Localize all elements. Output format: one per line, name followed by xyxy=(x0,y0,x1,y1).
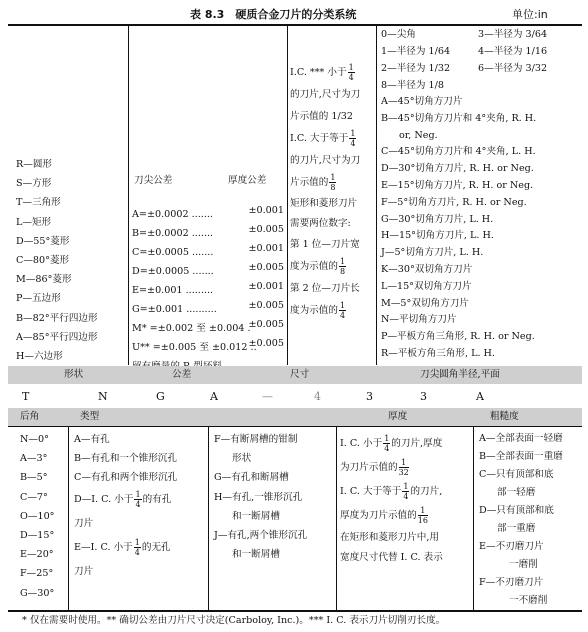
tol-thk: ±0.005 xyxy=(248,224,284,235)
fraction: $\frac{1}{4}$ xyxy=(403,482,409,501)
list-item: J—5°切角方刀片, L. H. xyxy=(381,247,484,259)
list-item: G—30° xyxy=(20,587,55,599)
list-item: B—全部表面一重磨 xyxy=(479,451,563,462)
tolerance-list xyxy=(132,202,284,373)
thickness-tolerance-header: 厚度公差 xyxy=(228,175,267,186)
tol-thk: ±0.005 xyxy=(248,300,284,311)
fraction: $\frac{1}{4}$ xyxy=(339,301,346,320)
divider xyxy=(473,426,474,610)
list-item: G—有孔和断屑槽 xyxy=(214,472,289,484)
size-text: I.C. 大于等于 xyxy=(290,133,349,144)
list-item: D—15° xyxy=(20,530,55,542)
fraction: $\frac{1}{32}$ xyxy=(398,458,409,477)
list-item: N—平切角方刀片 xyxy=(381,314,457,326)
code-letter: T xyxy=(22,390,30,403)
divider xyxy=(208,426,209,610)
list-item: B—82°平行四边形 xyxy=(16,312,98,324)
code-letter: 4 xyxy=(314,390,321,403)
tol-thk: ±0.001 xyxy=(248,205,284,216)
list-item: A—45°切角方刀片 xyxy=(381,96,463,107)
fraction: $\frac{1}{8}$ xyxy=(330,173,336,192)
tol-tip: C=±0.0005 ....... xyxy=(132,247,214,258)
code-letter: G xyxy=(156,390,165,403)
list-item: M—86°菱形 xyxy=(16,274,72,286)
type-list-a: A—有孔 B—有孔和一个锥形沉孔 C—有孔和两个锥形沉孔 D—I. C. 小于 $\frac{1}{4}$ 的有孔 刀片 E—I. C. 小于 $\frac{1}{4}$ 的无孔 刀片 xyxy=(74,430,177,584)
code-letter: A xyxy=(210,390,218,403)
band-header: 形状 xyxy=(64,369,84,380)
list-item: N—0° xyxy=(20,434,49,445)
fraction: $\frac{1}{4}$ xyxy=(348,63,354,82)
list-item: F—5°切角方刀片, R. H. or Neg. xyxy=(381,196,527,208)
list-item: 2—半径为 1/32 xyxy=(381,63,451,74)
list-item: F—有断屑槽的钳制 xyxy=(214,434,298,445)
list-item: 部一轻磨 xyxy=(497,487,536,498)
list-item: 和一断屑槽 xyxy=(232,549,280,561)
list-item: R—圆形 xyxy=(16,159,53,170)
tol-tip: M* =±0.002 至 ±0.004 . xyxy=(132,323,251,334)
list-item: E—15°切角方刀片, R. H. or Neg. xyxy=(381,179,534,191)
tol-tip: G=±0.001 .......... xyxy=(132,304,217,315)
list-item: 一不磨削 xyxy=(509,595,548,606)
code-letter: 3 xyxy=(420,390,427,403)
thickness-rules: I. C. 小于 $\frac{1}{4}$ 的刀片,厚度 为刀片示值的 $\frac{1}{32}$ I. C. 大于等于 $\frac{1}{4}$ 的刀片, 厚度为刀片示值的 $\frac{1}{16}$ 在矩形和菱形刀片中,用 宽度尺寸代替 I. C. 表示 xyxy=(340,432,443,568)
code-letter: — xyxy=(262,390,273,403)
list-item: E—20° xyxy=(20,549,54,561)
list-item: A—有孔 xyxy=(74,434,110,445)
size-text: 的刀片,尺寸为刀 xyxy=(290,155,361,166)
size-text: 片示值的 xyxy=(290,177,329,188)
thickness-text: 在矩形和菱形刀片中,用 xyxy=(340,532,439,543)
list-item: H—15°切角方刀片, L. H. xyxy=(381,230,494,242)
divider xyxy=(287,25,288,365)
list-item: or, Neg. xyxy=(399,129,438,141)
size-rules xyxy=(290,62,376,322)
tol-tip: E=±0.001 ......... xyxy=(132,285,214,296)
size-text: 的刀片,尺寸为刀 xyxy=(290,89,361,100)
code-letter: A xyxy=(476,390,484,403)
radius-list-right xyxy=(478,26,547,77)
list-item: J—有孔,两个锥形沉孔 xyxy=(214,530,308,542)
list-item: C—有孔和两个锥形沉孔 xyxy=(74,472,178,484)
list-item: C—45°切角方刀片和 4°夹角, L. H. xyxy=(381,146,536,158)
tip-tolerance-header: 刀尖公差 xyxy=(134,175,173,186)
list-item: 和一断屑槽 xyxy=(232,510,280,522)
tol-thk: ±0.005 xyxy=(248,319,284,330)
fraction: $\frac{1}{4}$ xyxy=(350,129,356,148)
tol-tip: U** =±0.005 至 ±0.012 .. xyxy=(132,342,257,353)
fraction: $\frac{1}{4}$ xyxy=(384,434,390,453)
list-item: 部一重磨 xyxy=(497,523,536,534)
divider xyxy=(336,426,337,610)
band-header: 公差 xyxy=(172,369,192,380)
band-header: 尺寸 xyxy=(290,369,310,380)
fraction: $\frac{1}{16}$ xyxy=(417,506,428,525)
list-item: K—30°双切角方刀片 xyxy=(381,263,473,275)
list-item: A—85°平行四边形 xyxy=(16,331,98,343)
list-item: 一磨削 xyxy=(509,559,538,570)
list-item: L—矩形 xyxy=(16,216,52,228)
divider xyxy=(128,25,129,365)
list-item: P—五边形 xyxy=(16,293,61,305)
lower-header: 粗糙度 xyxy=(490,411,519,422)
lower-header: 类型 xyxy=(80,411,100,422)
list-item: C—只有顶部和底 xyxy=(479,469,554,480)
list-item: D—只有顶部和底 xyxy=(479,505,554,516)
tol-thk: ±0.005 xyxy=(248,338,284,349)
list-item: 4—半径为 1/16 xyxy=(478,46,548,57)
rule xyxy=(8,426,582,427)
tol-thk: ±0.001 xyxy=(248,281,284,292)
list-item: S—方形 xyxy=(16,178,52,190)
list-item: O—10° xyxy=(20,510,55,522)
list-item: C—80°菱形 xyxy=(16,255,70,267)
list-item: T—三角形 xyxy=(16,197,61,209)
list-item: B—有孔和一个锥形沉孔 xyxy=(74,453,177,465)
tol-tip: D=±0.0005 ....... xyxy=(132,266,214,277)
size-text: 片示值的 1/32 xyxy=(290,111,353,122)
list-item: F—25° xyxy=(20,568,54,580)
list-item: A—3° xyxy=(20,453,48,465)
list-item: D—I. C. 小于 xyxy=(74,493,134,505)
list-item: G—30°切角方刀片, L. H. xyxy=(381,213,494,225)
fraction: $\frac{1}{4}$ xyxy=(135,489,141,509)
tol-thk: ±0.001 xyxy=(248,243,284,254)
size-text: 第 1 位—刀片宽 xyxy=(290,239,360,250)
list-item: 1—半径为 1/64 xyxy=(381,46,451,57)
list-item: H—有孔,一锥形沉孔 xyxy=(214,491,303,503)
list-item: E—I. C. 小于 xyxy=(74,541,133,553)
size-text: I.C. *** 小于 xyxy=(290,67,347,78)
lower-header: 后角 xyxy=(20,411,40,422)
tol-tip: B=±0.0002 ....... xyxy=(132,228,214,239)
shape-list xyxy=(16,155,98,385)
footnote: * 仅在需要时使用。** 确切公差由刀片尺寸决定(Carboloy, Inc.)。*** I. C. 表示刀片切削刃长度。 xyxy=(22,615,446,626)
list-item: L—15°双切角方刀片 xyxy=(381,280,472,292)
tol-thk: ±0.005 xyxy=(248,262,284,273)
list-item: C—7° xyxy=(20,491,48,503)
divider xyxy=(68,426,69,610)
table-caption: 表 8.3 硬质合金刀片的分类系统 xyxy=(190,8,357,21)
list-item: 8—半径为 1/8 xyxy=(381,80,444,91)
size-text: 需要两位数字: xyxy=(290,218,351,229)
lower-header: 厚度 xyxy=(388,411,408,422)
size-text: 度为示值的 xyxy=(290,261,338,272)
fraction: $\frac{1}{4}$ xyxy=(134,537,140,557)
list-item: P—平板方角三角形, R. H. or Neg. xyxy=(381,331,535,343)
radius-list-left xyxy=(381,26,450,94)
divider xyxy=(376,25,377,365)
thickness-text: 宽度尺寸代替 I. C. 表示 xyxy=(340,552,443,563)
list-item: F—不刃磨刀片 xyxy=(479,577,544,588)
tol-tip: A=±0.0002 ....... xyxy=(132,209,213,220)
roughness-list xyxy=(479,430,563,610)
list-item: 0—尖角 xyxy=(381,29,416,40)
list-item: 刀片 xyxy=(74,565,94,577)
size-text: 矩形和菱形刀片 xyxy=(290,198,358,209)
angle-list xyxy=(20,430,54,603)
list-item: D—55°菱形 xyxy=(16,235,70,247)
list-item: 6—半径为 3/32 xyxy=(478,63,548,74)
unit-label: 单位:in xyxy=(512,8,548,21)
list-item: 形状 xyxy=(232,453,252,465)
list-item: A—全部表面一轻磨 xyxy=(479,433,563,444)
list-item: M—5°双切角方刀片 xyxy=(381,297,469,309)
size-text: 度为示值的 xyxy=(290,305,338,316)
size-text: 第 2 位—刀片长 xyxy=(290,283,360,294)
list-item: H—六边形 xyxy=(16,351,63,363)
code-letter: 3 xyxy=(366,390,373,403)
flat-list xyxy=(381,94,536,363)
code-letter: N xyxy=(98,390,108,403)
list-item: 3—半径为 3/64 xyxy=(478,29,548,40)
band-header: 刀尖圆角半径,平面 xyxy=(420,369,500,380)
list-item: D—30°切角方刀片, R. H. or Neg. xyxy=(381,163,534,175)
list-item: 刀片 xyxy=(74,517,94,529)
fraction: $\frac{1}{8}$ xyxy=(339,257,346,276)
list-item: B—5° xyxy=(20,472,48,484)
list-item: B—45°切角方刀片和 4°夹角, R. H. xyxy=(381,112,537,124)
list-item: E—不刃磨刀片 xyxy=(479,541,544,552)
type-list-b xyxy=(214,430,307,564)
list-item: R—平板方角三角形, L. H. xyxy=(381,347,495,359)
